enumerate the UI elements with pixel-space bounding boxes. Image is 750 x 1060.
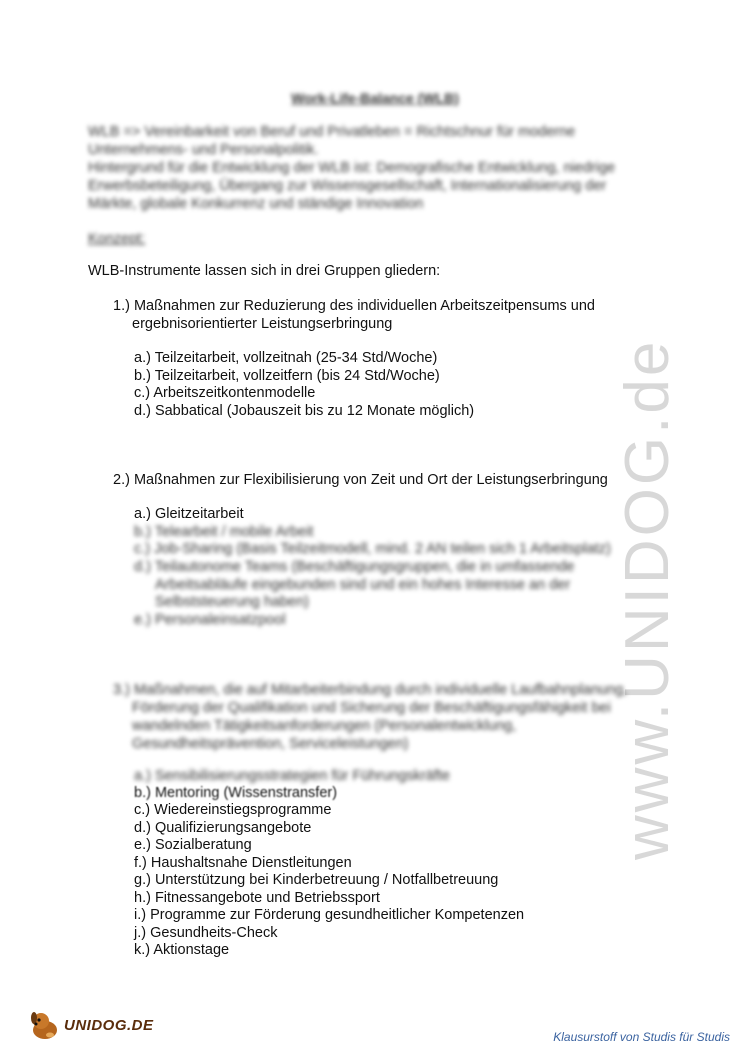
group2-item-cont: Selbststeuerung haben) [155, 594, 309, 610]
group3-item: k.) Aktionstage [134, 942, 230, 958]
group2-heading: 2.) Maßnahmen zur Flexibilisierung von Zeit und Ort der Leistungserbringung [113, 472, 608, 488]
group3-item: g.) Unterstützung bei Kinderbetreuung / Notfallbetreuung [134, 872, 499, 888]
group2-item: a.) Gleitzeitarbeit [134, 506, 244, 522]
group2-item-cont: Arbeitsabläufe eingebunden sind und ein hohes Interesse an der [155, 577, 571, 593]
intro-line: WLB => Vereinbarkeit von Beruf und Privatleben = Richtschnur für moderne [88, 124, 576, 140]
group2-item: d.) Teilautonome Teams (Beschäftigungsgruppen, die in umfassende [134, 559, 575, 575]
intro-line: Erwerbsbeteiligung, Übergang zur Wissensgesellschaft, Internationalisierung der [88, 178, 607, 194]
group2-item: e.) Personaleinsatzpool [134, 612, 286, 628]
intro-line: Märkte, globale Konkurrenz und ständige Innovation [88, 196, 424, 212]
unidog-logo[interactable] [28, 1008, 154, 1042]
group3-item: c.) Wiedereinstiegsprogramme [134, 802, 332, 818]
group3-item: h.) Fitnessangebote und Betriebssport [134, 890, 380, 906]
group2-item: b.) Telearbeit / mobile Arbeit [134, 524, 314, 540]
group3-item: a.) Sensibilisierungsstrategien für Führungskräfte [134, 768, 450, 784]
group2-item: c.) Job-Sharing (Basis Teilzeitmodell, mind. 2 AN teilen sich 1 Arbeitsplatz) [134, 541, 611, 557]
konzept-heading: Konzept: [88, 231, 146, 247]
group3-item: i.) Programme zur Förderung gesundheitlicher Kompetenzen [134, 907, 525, 923]
group3-item: e.) Sozialberatung [134, 837, 252, 853]
group3-item: j.) Gesundheits-Check [134, 925, 278, 941]
footer-tagline: Klausurstoff von Studis für Studis [553, 1030, 730, 1044]
intro-line: Hintergrund für die Entwicklung der WLB ist: Demografische Entwicklung, niedrige [88, 160, 616, 176]
group1-item: a.) Teilzeitarbeit, vollzeitnah (25-34 Std/Woche) [134, 350, 438, 366]
intro-line: Unternehmens- und Personalpolitik. [88, 142, 319, 158]
group1-item: b.) Teilzeitarbeit, vollzeitfern (bis 24 Std/Woche) [134, 368, 440, 384]
group1-item: d.) Sabbatical (Jobauszeit bis zu 12 Monate möglich) [134, 403, 475, 419]
group1-heading: 1.) Maßnahmen zur Reduzierung des individuellen Arbeitszeitpensums und [113, 298, 595, 314]
group3-heading-cont: Gesundheitsprävention, Serviceleistungen) [132, 736, 409, 752]
group3-heading-cont: Förderung der Qualifikation und Sicherung der Beschäftigungsfähigkeit bei [132, 700, 611, 716]
group3-heading: 3.) Maßnahmen, die auf Mitarbeiterbindung durch individuelle Laufbahnplanung, [113, 682, 628, 698]
group3-item: f.) Haushaltsnahe Dienstleitungen [134, 855, 352, 871]
group3-item: b.) Mentoring (Wissenstransfer) [134, 785, 338, 801]
page-title: Work-Life-Balance (WLB) [291, 90, 459, 106]
dog-mascot-icon [28, 1008, 62, 1042]
group1-heading-cont: ergebnisorientierter Leistungserbringung [132, 316, 393, 332]
watermark: www.UNIDOG.de [613, 338, 682, 860]
group3-heading-cont: wandelnden Tätigkeitsanforderungen (Personalentwicklung, [132, 718, 517, 734]
lead-text: WLB-Instrumente lassen sich in drei Gruppen gliedern: [88, 263, 441, 279]
logo-text: UNIDOG.DE [64, 1016, 154, 1034]
group1-item: c.) Arbeitszeitkontenmodelle [134, 385, 316, 401]
group3-item: d.) Qualifizierungsangebote [134, 820, 312, 836]
